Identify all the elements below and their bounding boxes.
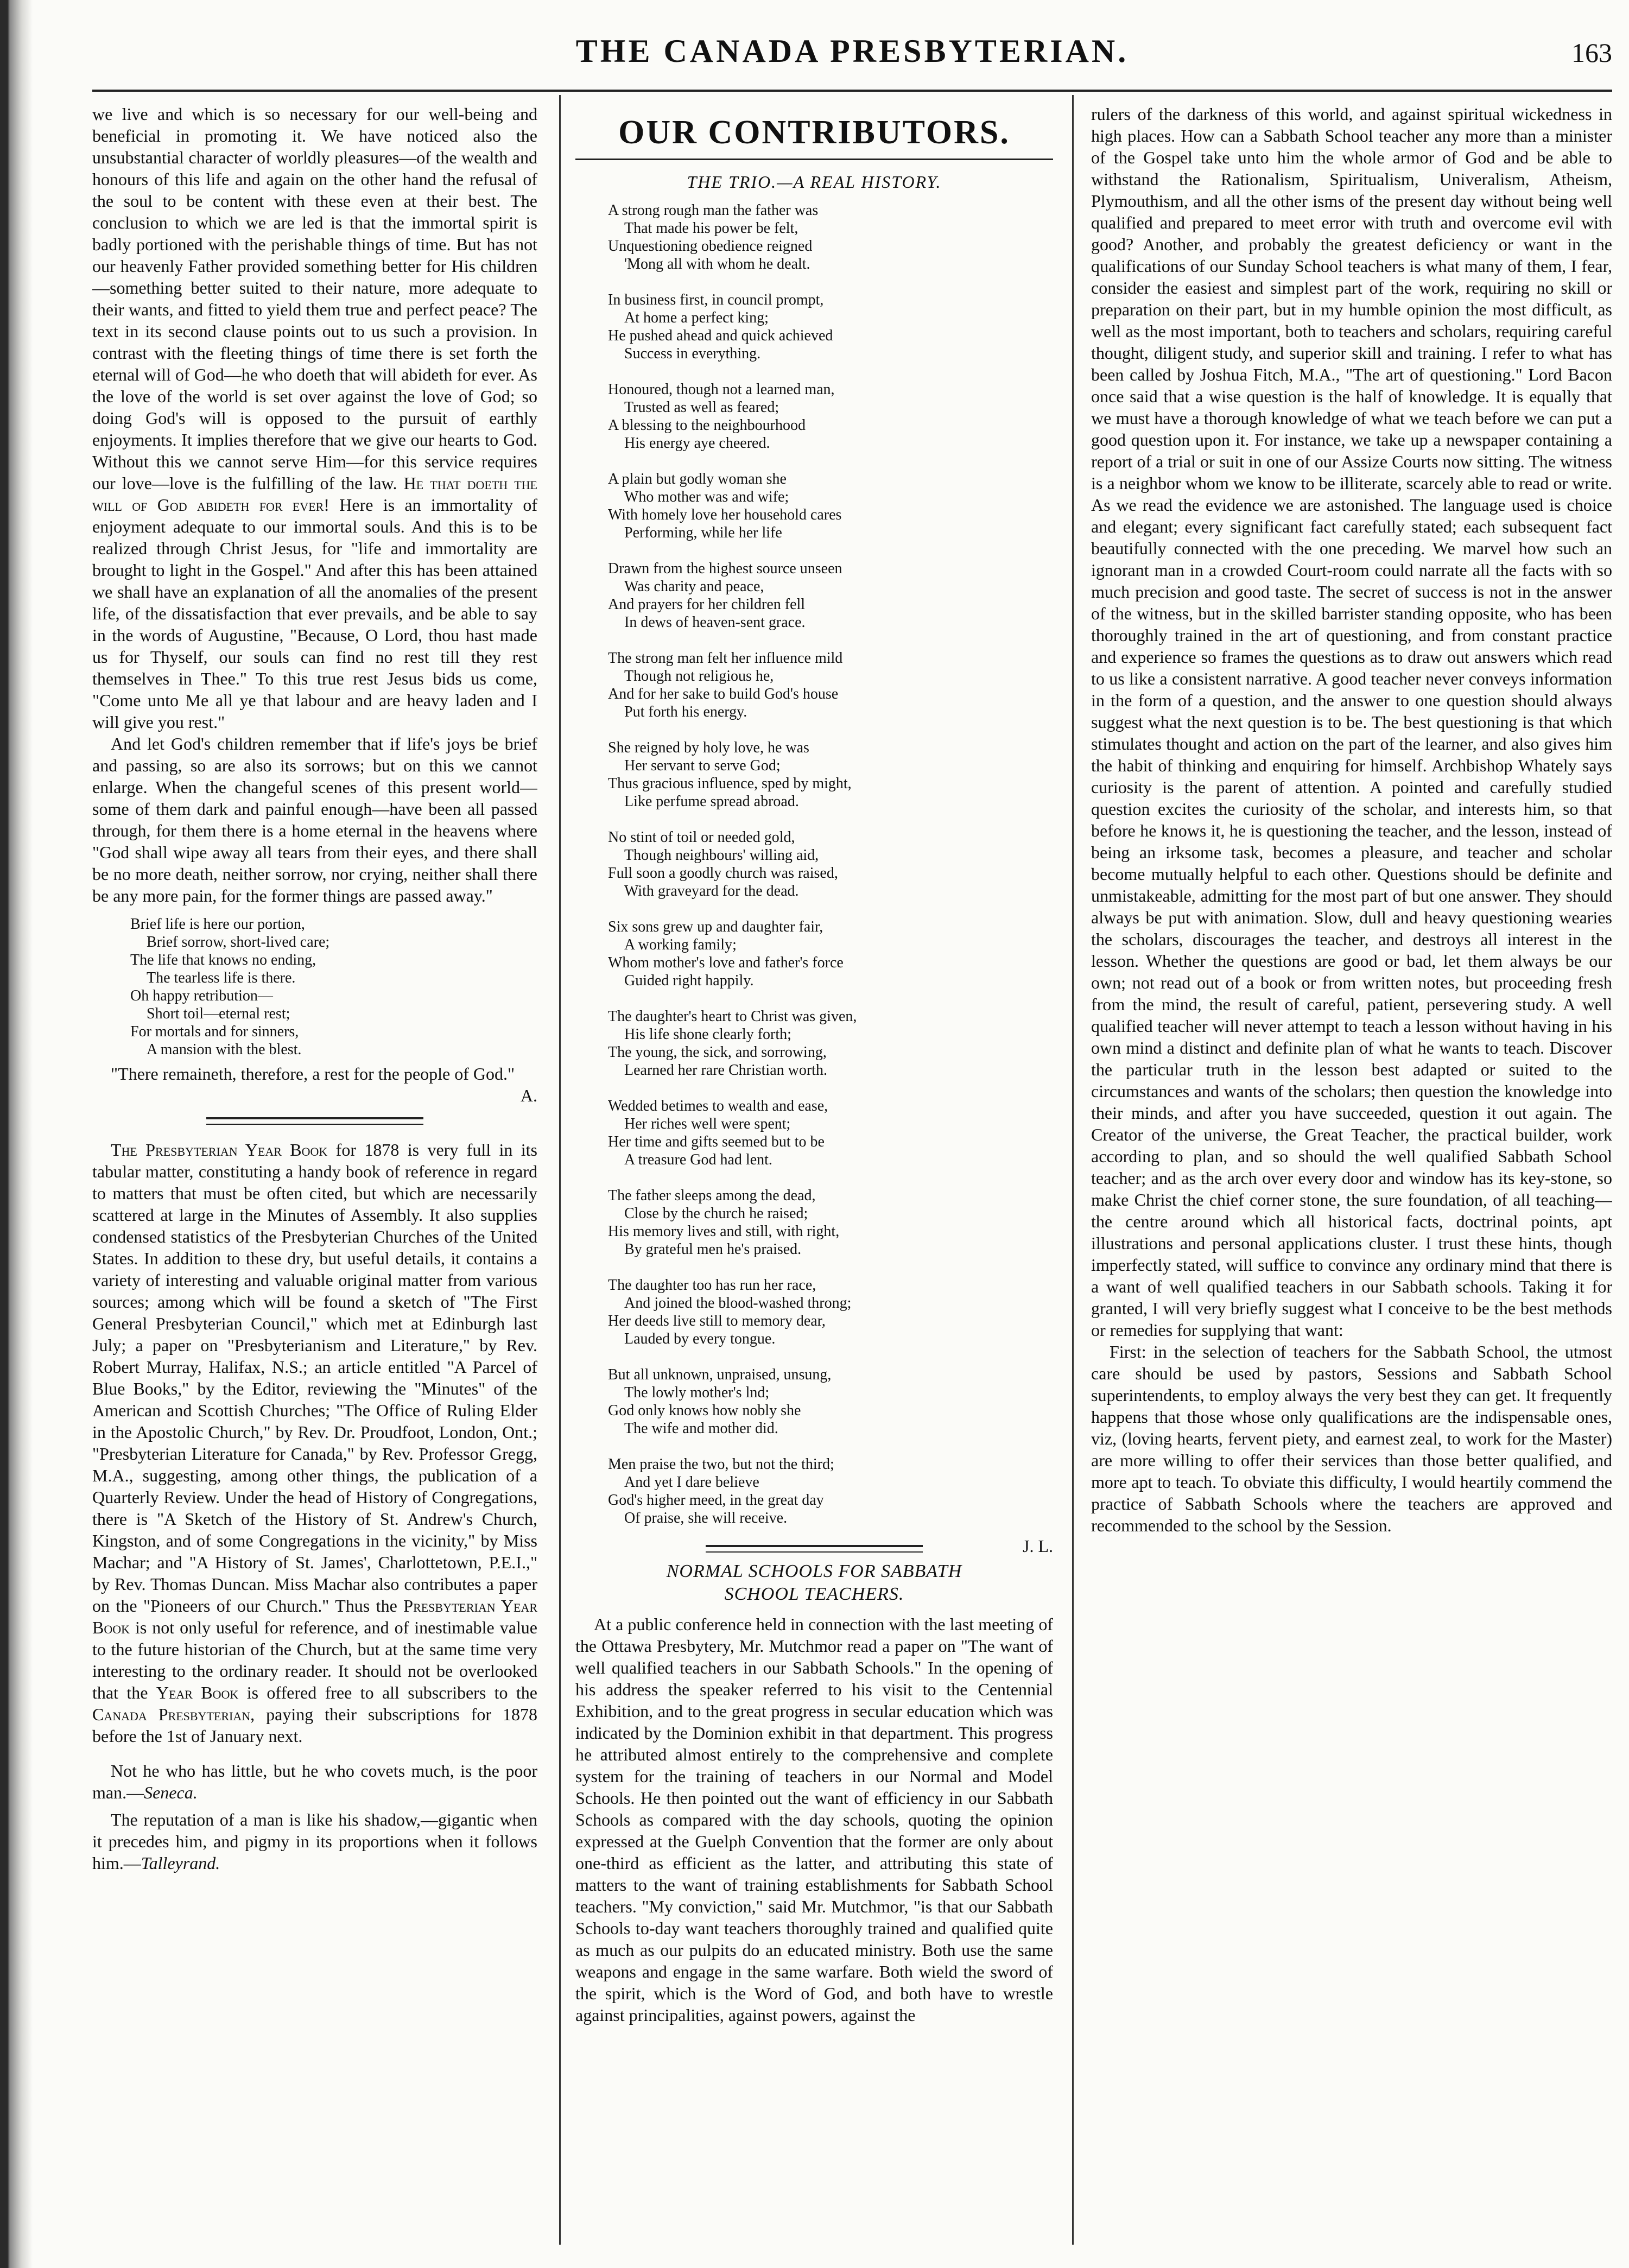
poem-stanza <box>608 291 1053 363</box>
poem-line: Who mother was and wife; <box>624 489 789 505</box>
masthead <box>92 33 1612 81</box>
poem-line: And joined the blood-washed throng; <box>624 1295 852 1312</box>
poem-line: Her deeds live still to memory dear, <box>608 1313 826 1329</box>
verse-line: Brief life is here our portion, <box>130 916 305 933</box>
poem-line: Trusted as well as feared; <box>624 399 779 416</box>
poem-stanza <box>608 381 1053 452</box>
poem-line: Wedded betimes to wealth and ease, <box>608 1098 828 1114</box>
sermon-paragraph-1: we live and which is so necessary for our well-being and beneficial in promoting it. We have noticed also the unsubstantial character of worldly pleasures—of the wealth and honours of this life and again on the other hand the refusal of the soul to be content with these even at their best. The conclusion to which we are led is that the immortal spirit is badly portioned with the perishable things of time. But has not our heavenly Father provided something better for His children—something better suited to their nature, more adequate to their wants, and fitted to yield them true and perfect peace? The text in its second clause points out to us such a provision. In contrast with the fleeting things of time there is set forth the eternal will of God—he who doeth that will abideth for ever. As the love of the world is set over against the love of God; so doing God's will is opposed to the pursuit of earthly enjoyments. It implies therefore that we give our hearts to God. Without this we cannot serve Him—for this service requires our love—love is the fulfilling of the law. He that doeth the will of God abideth for ever! Here is an immortality of enjoyment adequate to our immortal souls. And this is to be realized through Christ Jesus, for "life and immortality are brought to light in the Gospel." And after this has been attained we shall have an explanation of all the anomalies of the present life, of the dissatisfaction that ever prevails, and be able to say in the words of Augustine, "Because, O Lord, thou hast made us for Thyself, our souls can find no rest till they rest themselves in Thee." To this true rest Jesus bids us come, "Come unto Me all ye that labour and are heavy laden and I will give you rest." <box>92 104 537 732</box>
poem-line: God only knows how nobly she <box>608 1402 801 1419</box>
sermon-verse <box>130 915 537 1059</box>
poem-line: Close by the church he raised; <box>624 1205 808 1222</box>
article-title: NORMAL SCHOOLS FOR SABBATH SCHOOL TEACHERS. <box>666 1561 962 1604</box>
poem-line: No stint of toil or needed gold, <box>608 829 795 846</box>
poem-line: By grateful men he's praised. <box>624 1241 802 1258</box>
sermon-paragraph-2: And let God's children remember that if life's joys be brief and passing, so are also its sorrows; but on this we cannot enlarge. When the changeful scenes of this present world—some of them dark and painful enough—have been all passed through, for them there is a home eternal in the heavens where "God shall wipe away all tears from their eyes, and there shall be no more death, neither sorrow, nor crying, neither shall there be any more pain, for the former things are passed away." <box>92 734 537 905</box>
poem-line: Whom mother's love and father's force <box>608 954 844 971</box>
poem-line: Honoured, though not a learned man, <box>608 381 835 398</box>
column-rule-1 <box>559 95 561 2245</box>
poem-line: Of praise, she will receive. <box>624 1510 788 1526</box>
poem-line: The father sleeps among the dead, <box>608 1187 816 1204</box>
poem-stanza <box>608 1276 1053 1348</box>
year-book-notice: The Presbyterian Year Book for 1878 is very full in its tabular matter, constituting a handy book of reference in regard to matters that must be often cited, but which are necessarily scattered at large in the Minutes of Assembly. It also supplies condensed statistics of the Presbyterian Churches of the United States. In addition to these dry, but useful details, it contains a variety of interesting and valuable original matter from various sources; among which will be found a sketch of "The First General Presbyterian Council," which met at Edinburgh last July; a paper on "Presbyterianism and Literature," by Rev. Robert Murray, Halifax, N.S.; an article entitled "A Parcel of Blue Books," by the Editor, reviewing the "Minutes" of the American and Scottish Churches; "The Office of Ruling Elder in the Apostolic Church," by Rev. Dr. Proudfoot, London, Ont.; "Presbyterian Literature for Canada," by Rev. Professor Gregg, M.A., suggesting, among other things, the publication of a Quarterly Review. Under the head of History of Congregations, there is "A Sketch of the History of St. Andrew's Church, Kingston, and of some Congregations in the vicinity," by Miss Machar; and "A History of St. James', Charlottetown, P.E.I.," by Rev. Thomas Duncan. Miss Machar also contributes a paper on the "Pioneers of our Church." Thus the Presbyterian Year Book is not only useful for reference, and of inestimable value to the future historian of the Church, but at the same time very interesting to the ordinary reader. It should not be overlooked that the Year Book is offered free to all subscribers to the Canada Presbyterian, paying their subscriptions for 1878 before the 1st of January next. <box>92 1140 537 1746</box>
poem-line: A plain but godly woman she <box>608 471 787 487</box>
column-rule-2 <box>1072 95 1074 2245</box>
poem-line: Like perfume spread abroad. <box>624 793 799 810</box>
poem-line: He pushed ahead and quick achieved <box>608 327 833 344</box>
poem-line: At home a perfect king; <box>624 309 769 326</box>
section-header: OUR CONTRIBUTORS. <box>618 114 1010 151</box>
poem-line: Men praise the two, but not the third; <box>608 1456 834 1473</box>
page-edge-bleed <box>0 0 33 2268</box>
quote-author: Seneca. <box>144 1783 198 1802</box>
poem-stanza <box>608 201 1053 273</box>
poem-line: Her time and gifts seemed but to be <box>608 1133 825 1150</box>
poem-line: Her riches well were spent; <box>624 1116 791 1132</box>
poem-line: With graveyard for the dead. <box>624 883 799 899</box>
poem-line: Her servant to serve God; <box>624 757 781 774</box>
verse-line: Oh happy retribution— <box>130 987 273 1004</box>
article-paragraph: At a public conference held in connection with the last meeting of the Ottawa Presbytery, Mr. Mutchmor read a paper on "The want of well qualified teachers in our Sabbath Schools." In the opening of his address the speaker referred to his visit to the Centennial Exhibition, and to the great progress in secular education which was indicated by the Dominion exhibit in that department. This progress he attributed almost entirely to the comprehensive and complete system for the training of teachers in our Normal and Model Schools. He then pointed out the want of efficiency in our Sabbath Schools as compared with the day schools, quoting the opinion expressed at the Guelph Convention that the former are only about one-third as efficient as the latter, and attributing this state of matters to the want of training establishments for Sabbath School teachers. "My conviction," said Mr. Mutchmor, "is that our Sabbath Schools to-day want teachers thoroughly trained and qualified quite as much as our pulpits do an educated ministry. Both use the same weapons and engage in the same warfare. Both wield the sword of the spirit, which is the Word of God, and both have to wrestle against principalities, against powers, against the <box>575 1614 1053 2025</box>
journal-title: THE CANADA PRESBYTERIAN. <box>575 33 1129 69</box>
poem-line: But all unknown, unpraised, unsung, <box>608 1366 832 1383</box>
poem-line: She reigned by holy love, he was <box>608 739 809 756</box>
verse-line: Short toil—eternal rest; <box>147 1005 290 1022</box>
verse-line: A mansion with the blest. <box>147 1041 302 1058</box>
sermon-closing: "There remaineth, therefore, a rest for the people of God." <box>111 1064 515 1084</box>
verse-line: The tearless life is there. <box>147 970 296 986</box>
poem-line: His energy aye cheered. <box>624 435 770 452</box>
article-paragraph-first: First: in the selection of teachers for the Sabbath School, the utmost care should be used by pastors, Sessions and Sabbath School superintendents, to employ always the very best they can get. It frequently happens that those whose only qualifications are the indispensable ones, viz, (loving hearts, fervent piety, and earnest zeal, to work for the Master) are more willing to offer their services than those better qualified, and more apt to teach. To obviate this difficulty, I would heartily commend the practice of Sabbath Schools where the teachers are approved and recommended to the school by the Session. <box>1091 1342 1612 1535</box>
poem-signature: J. L. <box>1023 1536 1053 1556</box>
poem-line: That made his power be felt, <box>624 220 798 237</box>
poem-stanza <box>608 470 1053 542</box>
poem-line: A working family; <box>624 936 737 953</box>
poem-line: A strong rough man the father was <box>608 202 819 219</box>
poem-line: A treasure God had lent. <box>624 1151 772 1168</box>
poem-line: His memory lives and still, with right, <box>608 1223 840 1240</box>
poem-line: A blessing to the neighbourhood <box>608 417 806 434</box>
talleyrand-quote: The reputation of a man is like his shadow,—gigantic when it precedes him, and pigmy in its proportions when it follows him.—Talleyrand. <box>92 1810 537 1873</box>
column-3 <box>1091 103 1612 2257</box>
poem-line: And for her sake to build God's house <box>608 686 839 702</box>
poem-stanza <box>608 918 1053 990</box>
poem-line: Guided right happily. <box>624 972 754 989</box>
poem-line: Drawn from the highest source unseen <box>608 560 842 577</box>
poem-line: Put forth his energy. <box>624 704 747 720</box>
section-divider <box>206 1117 423 1125</box>
poem-line: Success in everything. <box>624 345 761 362</box>
poem-line: With homely love her household cares <box>608 506 842 523</box>
poem-line: Was charity and peace, <box>624 578 764 595</box>
poem-line: And yet I dare believe <box>624 1474 759 1491</box>
poem-line: The lowly mother's lnd; <box>624 1384 770 1401</box>
sermon-signature: A. <box>520 1086 537 1105</box>
poem-stanza <box>608 828 1053 900</box>
poem-line: The strong man felt her influence mild <box>608 650 843 667</box>
poem-stanza <box>608 649 1053 721</box>
column-2 <box>575 103 1053 2257</box>
header-rule <box>575 159 1053 160</box>
poem-line: And prayers for her children fell <box>608 596 806 613</box>
poem-line: Performing, while her life <box>624 524 782 541</box>
poem-stanza <box>608 1187 1053 1258</box>
poem-title: THE TRIO.—A REAL HISTORY. <box>687 172 942 192</box>
poem-line: Though neighbours' willing aid, <box>624 847 819 864</box>
verse-line: The life that knows no ending, <box>130 952 316 968</box>
poem-line: In business first, in council prompt, <box>608 292 824 308</box>
verse-line: Brief sorrow, short-lived care; <box>147 934 330 951</box>
poem-line: In dews of heaven-sent grace. <box>624 614 806 631</box>
poem-line: Lauded by every tongue. <box>624 1331 776 1347</box>
poem-line: 'Mong all with whom he dealt. <box>624 256 810 273</box>
poem-line: Learned her rare Christian worth. <box>624 1062 827 1079</box>
column-1 <box>92 103 537 2257</box>
poem-stanza <box>608 1455 1053 1527</box>
poem-line: The daughter's heart to Christ was given, <box>608 1008 857 1025</box>
article-continued-paragraph: rulers of the darkness of this world, and against spiritual wickedness in high places. How can a Sabbath School teacher any more than a minister of the Gospel take unto him the whole armor of God and be able to withstand the Rationalism, Spiritualism, Univeralism, Atheism, Plymouthism, and all the other isms of the present day without being well qualified and prepared to meet error with truth and overcome evil with good? Another, and probably the greatest deficiency or want in the qualifications of our Sunday School teachers is what many of them, I fear, consider the easiest and simplest part of the work, requiring no skill or preparation on their part, but in my humble opinion the most difficult, as well as the most important, both to teachers and scholars, requiring careful thought, diligent study, and superior skill and training. I refer to what has been called by Joshua Fitch, M.A., "The art of questioning." Lord Bacon once said that a wise question is the half of knowledge. It is equally that we must have a thorough knowledge of what we teach before we can put a good question upon it. For instance, we take up a newspaper containing a report of a trial or suit in one of our Assize Courts now sitting. The witness is a neighbor whom we know to be illiterate, scarcely able to read or write. As we read the evidence we are astonished. The language used is choice and elegant; every significant fact carefully stated; each subsequent fact beautifully connected with the one preceding. We marvel how such an ignorant man in a crowded Court-room could narrate all the facts with so much precision and good taste. The secret of success is not in the answer of the witness, but in the skilled barrister standing opposite, who has been thoroughly trained in the art of questioning, and from constant practice and experience so frames the questions as to draw out answers which read to us like a consistent narrative. A good teacher never conveys information in the form of a question, and the answer to one question should always suggest what the next question is to be. The best questioning is that which stimulates thought and action on the part of the learner, and also gives him the habit of thinking and enquiring for himself. Archbishop Whately says curiosity is the parent of attention. A pointed and carefully studied question excites the curiosity of the scholar, and interests him, so that before he knows it, he is questioning the teacher, and the lesson, instead of being an irksome task, becomes a pleasure, and teacher and scholar become mutually helpful to each other. Questions should be definite and unmistakeable, admitting for the most part of but one answer. They should always be put with animation. Slow, dull and heavy questioning wearies the scholars, discourages the teacher, and destroys all interest in the lesson. Whether the questions are good or bad, let them always be our own; not read out of a book or from written notes, but proceeding fresh from the mind, the result of careful, patient, persevering study. A well qualified teacher will never attempt to teach a lesson without having in his own mind a distinct and definite plan of what he wants to teach. Discover the particular truth in the lesson best adapted or suited to the circumstances and wants of the scholars; then question the knowledge into their minds, and after you have succeeded, question it out again. The Creator of the universe, the Great Teacher, the practical builder, work according to plan, and so should the well qualified Sabbath School teacher; and as the arch over every door and window has its key-stone, so make Christ the chief corner stone, the sure foundation, of all teaching—the centre around which all historical facts, doctrinal points, apt illustrations and personal applications cluster. I trust these hints, though imperfectly stated, will suffice to convince any ordinary mind that there is a want of well qualified teachers in our Sabbath schools. Taking it for granted, I will very briefly suggest what I conceive to be the best methods or remedies for supplying that want: <box>1091 104 1612 1340</box>
masthead-rule <box>92 90 1612 92</box>
quote-author: Talleyrand. <box>141 1853 220 1873</box>
poem-line: His life shone clearly forth; <box>624 1026 791 1043</box>
poem-stanza <box>608 560 1053 631</box>
poem <box>608 201 1053 1527</box>
seneca-quote: Not he who has little, but he who covets much, is the poor man.—Seneca. <box>92 1761 537 1802</box>
poem-line: God's higher meed, in the great day <box>608 1492 824 1509</box>
poem-stanza <box>608 739 1053 810</box>
poem-stanza <box>608 1366 1053 1437</box>
poem-line: Six sons grew up and daughter fair, <box>608 918 823 935</box>
page-number: 163 <box>1571 37 1612 68</box>
poem-line: The wife and mother did. <box>624 1420 778 1437</box>
poem-line: The daughter too has run her race, <box>608 1277 816 1294</box>
poem-line: Full soon a goodly church was raised, <box>608 865 838 882</box>
poem-line: Though not religious he, <box>624 668 774 685</box>
verse-line: For mortals and for sinners, <box>130 1023 299 1040</box>
poem-line: The young, the sick, and sorrowing, <box>608 1044 827 1061</box>
poem-stanza <box>608 1097 1053 1169</box>
poem-stanza <box>608 1008 1053 1079</box>
poem-line: Thus gracious influence, sped by might, <box>608 775 852 792</box>
poem-line: Unquestioning obedience reigned <box>608 238 813 255</box>
sermon-text-caps: He that doeth the will of God abideth for ever! <box>92 473 537 515</box>
